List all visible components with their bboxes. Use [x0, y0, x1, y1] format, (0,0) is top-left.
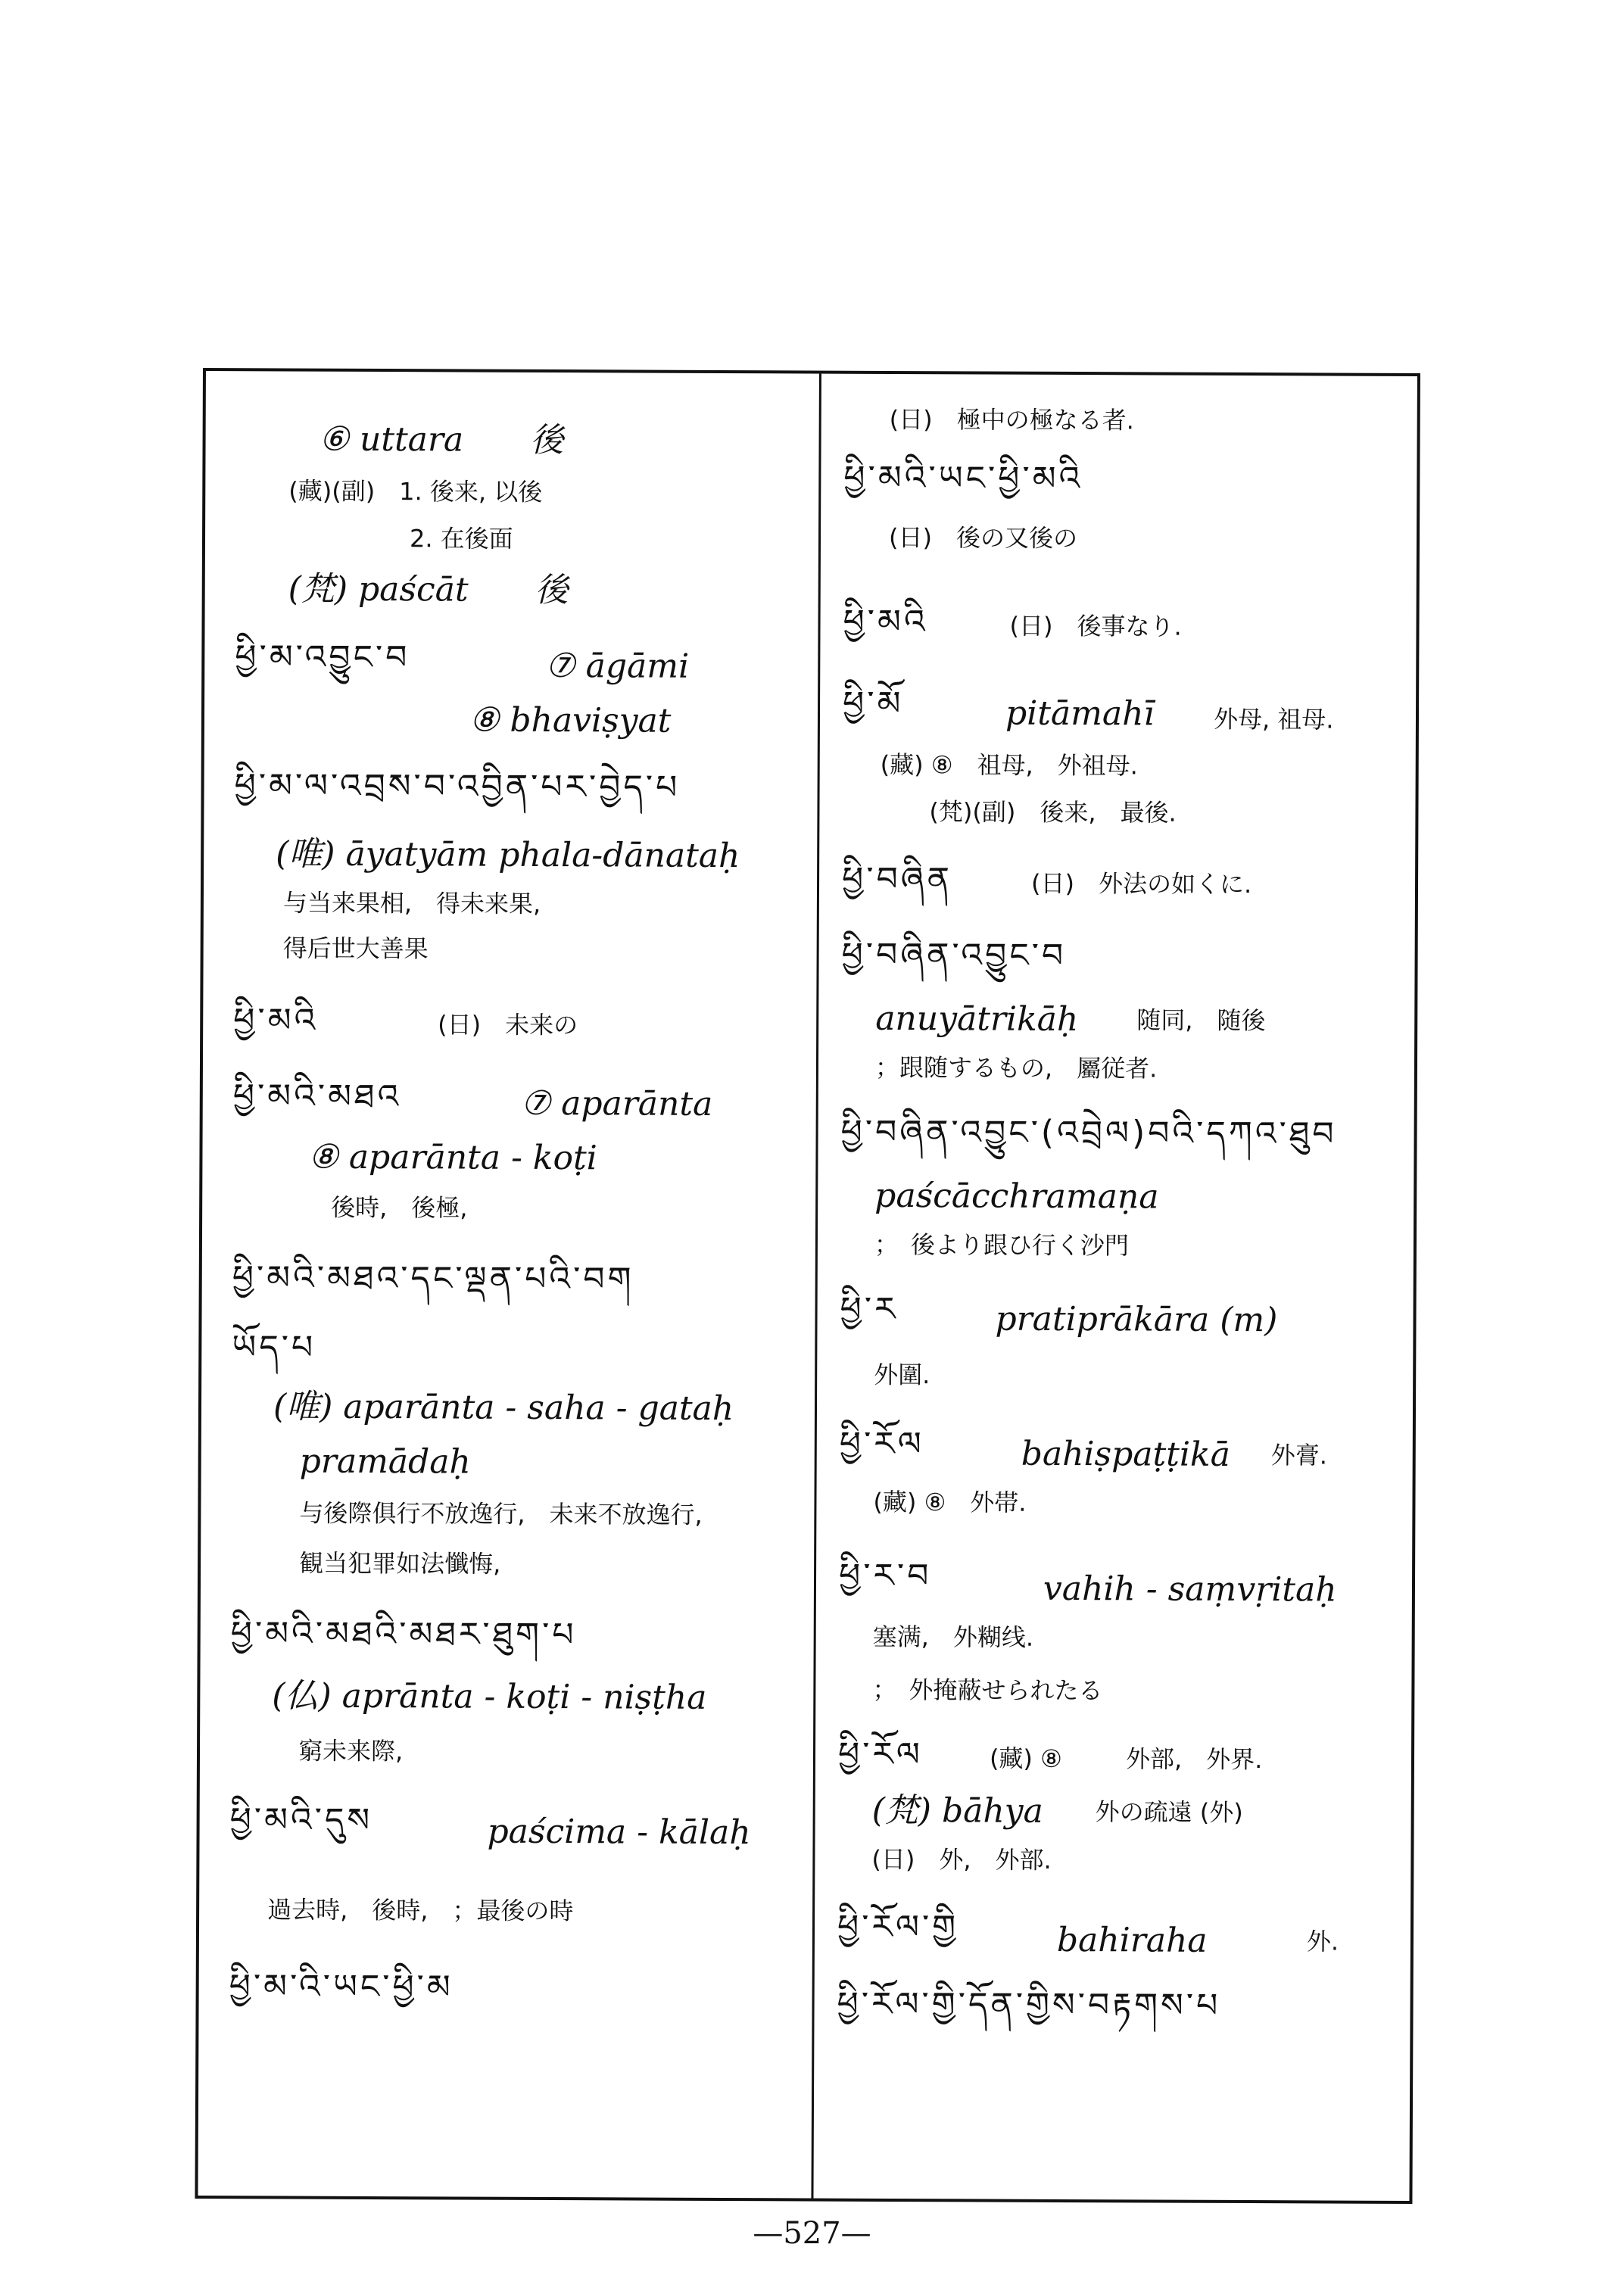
entry-line: ⑦ aparānta: [520, 1083, 713, 1124]
entry-line: ⑦ āgāmi: [545, 646, 690, 686]
tibetan-headword: ཕྱི་མའི: [843, 602, 928, 642]
tibetan-headword: ཕྱི་མའི་མཐའ: [232, 1077, 402, 1117]
page-number: —527—: [753, 2216, 871, 2251]
entry-line: 随同, 随後: [1136, 1005, 1266, 1036]
tibetan-headword: ཕྱི་མའི་ཡང་ཕྱི་མའི: [843, 458, 1083, 499]
entry-line: (梵) paścāt 後: [288, 569, 569, 610]
tibetan-headword: ཕྱི་བཞིན: [841, 859, 952, 899]
entry-line: ⑧ aparānta - koṭi: [308, 1137, 597, 1178]
tibetan-headword: ཕྱི་མ་ལ་འབྲས་བ་འབྱིན་པར་བྱེད་པ: [234, 766, 681, 807]
entry-line: bahiraha: [1056, 1920, 1208, 1960]
tibetan-headword: ཕྱི་རོལ: [837, 1735, 924, 1775]
right-column: [813, 374, 1420, 2201]
entry-line: pramādaḥ: [299, 1442, 471, 1482]
tibetan-headword: ཕྱི་མའི་མཐའ་དང་ལྡན་པའི་བག: [232, 1258, 634, 1299]
entry-line: 与後際俱行不放逸行, 未来不放逸行,: [299, 1498, 703, 1529]
entry-line: 外膏.: [1270, 1441, 1328, 1470]
entry-line: anuyātrikāḥ: [875, 999, 1079, 1039]
entry-line: ； 外掩蔽せられたる: [872, 1675, 1103, 1706]
entry-line: ； 後より跟ひ行く沙門: [874, 1230, 1130, 1261]
tibetan-headword: ཕྱི་མོ: [842, 684, 904, 724]
entry-line: ⑥ uttara 後: [319, 419, 564, 460]
entry-line: vahih - saṃvṛitaḥ: [1043, 1569, 1337, 1610]
tibetan-headword: ཕྱི་མའི་དུས: [229, 1800, 373, 1840]
tibetan-headword: ཕྱི་ར: [840, 1289, 899, 1329]
entry-line: 窮未来際,: [298, 1736, 404, 1766]
entry-line: paścima - kālaḥ: [487, 1812, 751, 1853]
entry-line: (日) 外法の如くに.: [1030, 868, 1252, 899]
entry-line: paścācchramaṇa: [874, 1176, 1159, 1217]
tibetan-headword: ཕྱི་བཞིན་འབྱུང་བ: [841, 935, 1067, 975]
entry-line: (梵) bāhya: [871, 1791, 1043, 1831]
entry-line: 後時, 後極,: [331, 1192, 468, 1223]
entry-line: (梵)(副) 後来, 最後.: [929, 797, 1177, 828]
tibetan-headword: ཡོད་པ: [232, 1328, 316, 1367]
entry-line: (唯) āyatyām phala-dānataḥ: [276, 834, 740, 876]
entry-line: 外.: [1306, 1927, 1339, 1956]
entry-line: 与当来果相, 得未来果,: [282, 888, 541, 918]
entry-line: (唯) aparānta - saha - gataḥ: [273, 1387, 734, 1429]
entry-line: 観当犯罪如法懺悔,: [299, 1548, 501, 1579]
tibetan-headword: ཕྱི་མའི: [233, 1001, 319, 1040]
tibetan-headword: ཕྱི་མ་འི་ཡང་ཕྱི་མ: [229, 1967, 454, 2007]
entry-line: 外部, 外界.: [1125, 1744, 1263, 1775]
entry-line: (藏) ⑧ 祖母, 外祖母.: [880, 750, 1138, 781]
left-column: [198, 371, 819, 2199]
entry-line: 外圍.: [874, 1360, 930, 1390]
tibetan-headword: ཕྱི་རོལ་གྱི་དོན་གྱིས་བརྟགས་པ: [837, 1984, 1221, 2025]
entry-line: (藏) ⑧ 外帯.: [873, 1487, 1027, 1517]
tibetan-headword: ཕྱི་རོལ་གྱི: [837, 1907, 959, 1947]
entry-line: pitāmahī: [1005, 693, 1155, 734]
entry-line: (日) 外, 外部.: [871, 1844, 1052, 1875]
entry-line: (日) 後の又後の: [888, 522, 1078, 553]
entry-line: (日) 極中の極なる者.: [889, 404, 1134, 435]
entry-line: ；跟随するもの, 屬従者.: [874, 1052, 1158, 1083]
entry-line: (仏) aprānta - koṭi - niṣṭha: [272, 1676, 707, 1717]
entry-line: bahiṣpaṭṭikā: [1021, 1434, 1230, 1474]
entry-line: 得后世大善果: [282, 933, 429, 964]
dictionary-page-frame: [195, 368, 1420, 2204]
entry-line: ⑧ bhaviṣyat: [469, 700, 672, 740]
entry-line: 塞满, 外糊线.: [872, 1622, 1034, 1652]
entry-line: 2. 在後面: [409, 524, 513, 553]
tibetan-headword: ཕྱི་རོལ: [839, 1424, 924, 1464]
entry-line: 過去時, 後時, ；最後の時: [267, 1895, 574, 1926]
entry-line: 外母, 祖母.: [1213, 704, 1334, 734]
tibetan-headword: ཕྱི་ར་བ: [838, 1556, 932, 1596]
tibetan-headword: ཕྱི་བཞིན་འབྱུང་(འབྲེལ)བའི་དཀའ་ཐུབ: [840, 1112, 1337, 1154]
tibetan-headword: ཕྱི་མའི་མཐའི་མཐར་ཐུག་པ: [230, 1614, 577, 1655]
entry-line: pratiprākāra (m): [995, 1299, 1278, 1340]
tibetan-headword: ཕྱི་མ་འབྱུང་བ: [235, 637, 410, 678]
entry-line: 外の疏遠 (外): [1095, 1797, 1243, 1828]
entry-line: (藏)(副) 1. 後来, 以後: [288, 476, 543, 506]
entry-line: (藏) ⑧: [989, 1744, 1062, 1773]
entry-line: (日) 後事なり.: [1009, 611, 1182, 641]
entry-line: (日) 未来の: [438, 1010, 578, 1040]
